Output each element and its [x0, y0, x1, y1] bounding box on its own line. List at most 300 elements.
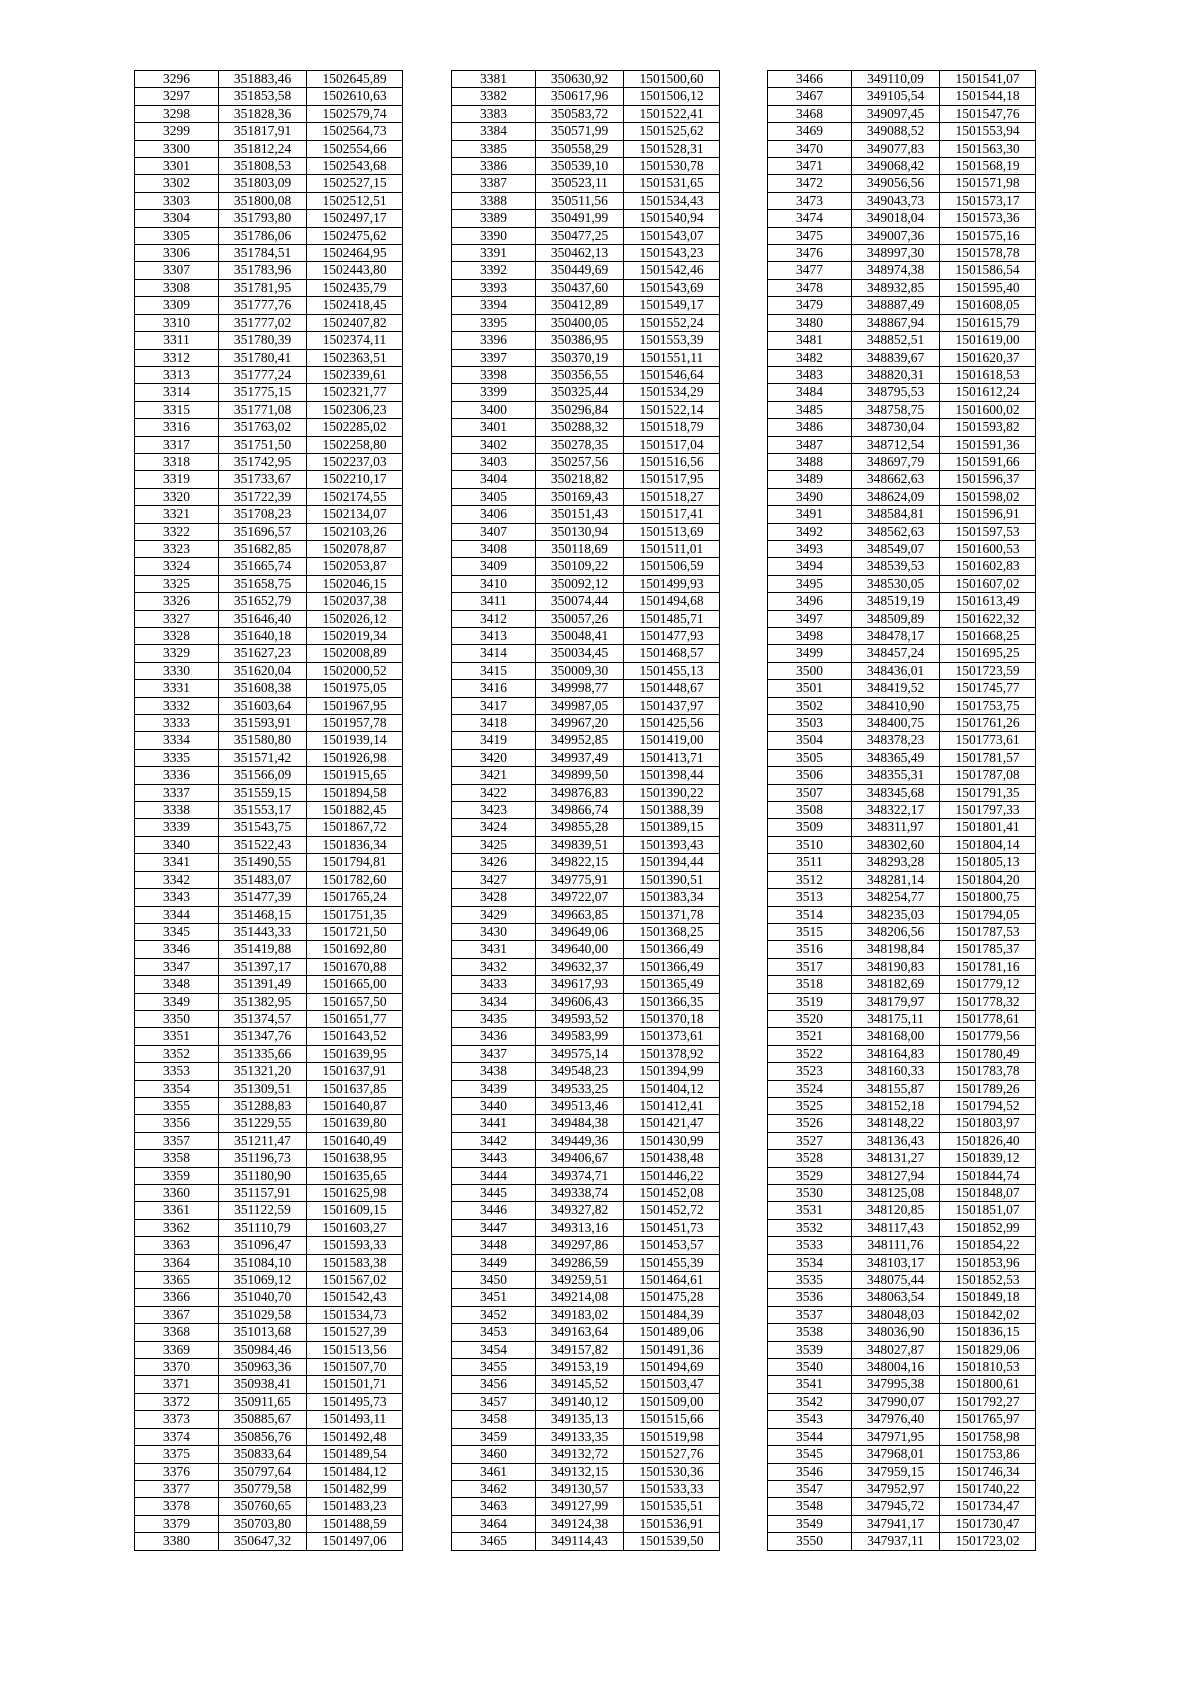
x-coordinate-cell: 348075,44 [852, 1272, 940, 1289]
point-number-cell: 3434 [452, 993, 536, 1010]
x-coordinate-cell: 350325,44 [536, 384, 624, 401]
x-coordinate-cell: 349259,51 [536, 1272, 624, 1289]
x-coordinate-cell: 349157,82 [536, 1341, 624, 1358]
table-row [768, 628, 1036, 645]
table-row [452, 1254, 720, 1271]
x-coordinate-cell: 348562,63 [852, 523, 940, 540]
table-row [135, 71, 403, 88]
table-row [768, 1010, 1036, 1027]
point-number-cell: 3422 [452, 784, 536, 801]
x-coordinate-cell: 350583,72 [536, 105, 624, 122]
point-number-cell: 3415 [452, 662, 536, 679]
x-coordinate-cell: 348120,85 [852, 1202, 940, 1219]
table-row [452, 332, 720, 349]
point-number-cell: 3482 [768, 349, 852, 366]
table-row [135, 279, 403, 296]
x-coordinate-cell: 349153,19 [536, 1359, 624, 1376]
point-number-cell: 3314 [135, 384, 219, 401]
y-coordinate-cell: 1501839,12 [940, 1150, 1036, 1167]
x-coordinate-cell: 348730,04 [852, 419, 940, 436]
y-coordinate-cell: 1501551,11 [624, 349, 720, 366]
table-row [768, 245, 1036, 262]
point-number-cell: 3430 [452, 923, 536, 940]
x-coordinate-cell: 351777,02 [219, 314, 307, 331]
table-row [135, 506, 403, 523]
point-number-cell: 3377 [135, 1480, 219, 1497]
table-row [768, 1115, 1036, 1132]
point-number-cell: 3367 [135, 1306, 219, 1323]
x-coordinate-cell: 348281,14 [852, 871, 940, 888]
table-row [135, 1202, 403, 1219]
x-coordinate-cell: 349533,25 [536, 1080, 624, 1097]
x-coordinate-cell: 350074,44 [536, 593, 624, 610]
table-row [135, 1289, 403, 1306]
table-row [768, 1237, 1036, 1254]
x-coordinate-cell: 350057,26 [536, 610, 624, 627]
y-coordinate-cell: 1501625,98 [307, 1185, 403, 1202]
x-coordinate-cell: 351853,58 [219, 88, 307, 105]
table-row [768, 697, 1036, 714]
point-number-cell: 3326 [135, 593, 219, 610]
x-coordinate-cell: 349077,83 [852, 140, 940, 157]
table-row [452, 993, 720, 1010]
y-coordinate-cell: 1501544,18 [940, 88, 1036, 105]
x-coordinate-cell: 349297,86 [536, 1237, 624, 1254]
y-coordinate-cell: 1501547,76 [940, 105, 1036, 122]
table-row [768, 854, 1036, 871]
x-coordinate-cell: 348152,18 [852, 1097, 940, 1114]
x-coordinate-cell: 348182,69 [852, 976, 940, 993]
table-row [135, 767, 403, 784]
point-number-cell: 3448 [452, 1237, 536, 1254]
point-number-cell: 3419 [452, 732, 536, 749]
y-coordinate-cell: 1501867,72 [307, 819, 403, 836]
y-coordinate-cell: 1501615,79 [940, 314, 1036, 331]
table-row [768, 279, 1036, 296]
point-number-cell: 3387 [452, 175, 536, 192]
point-number-cell: 3522 [768, 1045, 852, 1062]
y-coordinate-cell: 1501782,60 [307, 871, 403, 888]
point-number-cell: 3519 [768, 993, 852, 1010]
table-row [452, 697, 720, 714]
point-number-cell: 3300 [135, 140, 219, 157]
x-coordinate-cell: 348662,63 [852, 471, 940, 488]
y-coordinate-cell: 1501602,83 [940, 558, 1036, 575]
y-coordinate-cell: 1501851,07 [940, 1202, 1036, 1219]
point-number-cell: 3336 [135, 767, 219, 784]
point-number-cell: 3517 [768, 958, 852, 975]
x-coordinate-cell: 351777,76 [219, 297, 307, 314]
table-row [768, 419, 1036, 436]
point-number-cell: 3323 [135, 540, 219, 557]
table-row [452, 88, 720, 105]
point-number-cell: 3425 [452, 836, 536, 853]
x-coordinate-cell: 348345,68 [852, 784, 940, 801]
point-number-cell: 3408 [452, 540, 536, 557]
table-row [452, 349, 720, 366]
y-coordinate-cell: 1501542,46 [624, 262, 720, 279]
x-coordinate-cell: 348519,19 [852, 593, 940, 610]
table-row [768, 401, 1036, 418]
x-coordinate-cell: 351084,10 [219, 1254, 307, 1271]
x-coordinate-cell: 347945,72 [852, 1498, 940, 1515]
y-coordinate-cell: 1501484,12 [307, 1463, 403, 1480]
table-row [135, 662, 403, 679]
y-coordinate-cell: 1501797,33 [940, 802, 1036, 819]
x-coordinate-cell: 348036,90 [852, 1324, 940, 1341]
x-coordinate-cell: 351566,09 [219, 767, 307, 784]
point-number-cell: 3342 [135, 871, 219, 888]
x-coordinate-cell: 348457,24 [852, 645, 940, 662]
point-number-cell: 3466 [768, 71, 852, 88]
table-row [135, 1306, 403, 1323]
x-coordinate-cell: 348867,94 [852, 314, 940, 331]
point-number-cell: 3488 [768, 453, 852, 470]
y-coordinate-cell: 1501365,49 [624, 976, 720, 993]
x-coordinate-cell: 350048,41 [536, 628, 624, 645]
x-coordinate-cell: 349866,74 [536, 802, 624, 819]
x-coordinate-cell: 350571,99 [536, 123, 624, 140]
y-coordinate-cell: 1501810,53 [940, 1359, 1036, 1376]
point-number-cell: 3331 [135, 680, 219, 697]
table-row [452, 175, 720, 192]
x-coordinate-cell: 350617,96 [536, 88, 624, 105]
table-row [135, 680, 403, 697]
y-coordinate-cell: 1501894,58 [307, 784, 403, 801]
y-coordinate-cell: 1501753,86 [940, 1446, 1036, 1463]
table-row [135, 697, 403, 714]
x-coordinate-cell: 351110,79 [219, 1219, 307, 1236]
point-number-cell: 3429 [452, 906, 536, 923]
y-coordinate-cell: 1501513,56 [307, 1341, 403, 1358]
table-row [768, 262, 1036, 279]
x-coordinate-cell: 351321,20 [219, 1063, 307, 1080]
point-number-cell: 3329 [135, 645, 219, 662]
x-coordinate-cell: 349338,74 [536, 1185, 624, 1202]
x-coordinate-cell: 349145,52 [536, 1376, 624, 1393]
y-coordinate-cell: 1501388,39 [624, 802, 720, 819]
table-row [452, 1202, 720, 1219]
table-row [452, 1115, 720, 1132]
table-row [452, 1185, 720, 1202]
table-row [768, 175, 1036, 192]
x-coordinate-cell: 351780,39 [219, 332, 307, 349]
y-coordinate-cell: 1501370,18 [624, 1010, 720, 1027]
point-number-cell: 3459 [452, 1428, 536, 1445]
point-number-cell: 3444 [452, 1167, 536, 1184]
point-number-cell: 3312 [135, 349, 219, 366]
x-coordinate-cell: 348125,08 [852, 1185, 940, 1202]
x-coordinate-cell: 348997,30 [852, 245, 940, 262]
point-number-cell: 3301 [135, 158, 219, 175]
y-coordinate-cell: 1501468,57 [624, 645, 720, 662]
x-coordinate-cell: 348365,49 [852, 749, 940, 766]
point-number-cell: 3440 [452, 1097, 536, 1114]
y-coordinate-cell: 1501607,02 [940, 575, 1036, 592]
table-row [452, 1533, 720, 1550]
y-coordinate-cell: 1501497,06 [307, 1533, 403, 1550]
x-coordinate-cell: 348378,23 [852, 732, 940, 749]
y-coordinate-cell: 1502285,02 [307, 419, 403, 436]
x-coordinate-cell: 348027,87 [852, 1341, 940, 1358]
table-row [135, 1515, 403, 1532]
y-coordinate-cell: 1502000,52 [307, 662, 403, 679]
y-coordinate-cell: 1501794,81 [307, 854, 403, 871]
y-coordinate-cell: 1501404,12 [624, 1080, 720, 1097]
y-coordinate-cell: 1501455,39 [624, 1254, 720, 1271]
table-row [768, 1498, 1036, 1515]
point-number-cell: 3426 [452, 854, 536, 871]
point-number-cell: 3464 [452, 1515, 536, 1532]
table-row [452, 1359, 720, 1376]
point-number-cell: 3372 [135, 1393, 219, 1410]
point-number-cell: 3506 [768, 767, 852, 784]
table-row [135, 802, 403, 819]
x-coordinate-cell: 349606,43 [536, 993, 624, 1010]
x-coordinate-cell: 348164,83 [852, 1045, 940, 1062]
table-row [135, 1185, 403, 1202]
y-coordinate-cell: 1501596,37 [940, 471, 1036, 488]
x-coordinate-cell: 350833,64 [219, 1446, 307, 1463]
table-row [768, 506, 1036, 523]
table-row [135, 88, 403, 105]
point-number-cell: 3550 [768, 1533, 852, 1550]
y-coordinate-cell: 1501493,11 [307, 1411, 403, 1428]
table-row [135, 540, 403, 557]
x-coordinate-cell: 351347,76 [219, 1028, 307, 1045]
y-coordinate-cell: 1501665,00 [307, 976, 403, 993]
table-row [452, 384, 720, 401]
x-coordinate-cell: 351777,24 [219, 366, 307, 383]
y-coordinate-cell: 1501657,50 [307, 993, 403, 1010]
y-coordinate-cell: 1501389,15 [624, 819, 720, 836]
y-coordinate-cell: 1501519,98 [624, 1428, 720, 1445]
y-coordinate-cell: 1501518,27 [624, 488, 720, 505]
x-coordinate-cell: 349114,43 [536, 1533, 624, 1550]
point-number-cell: 3321 [135, 506, 219, 523]
x-coordinate-cell: 347971,95 [852, 1428, 940, 1445]
point-number-cell: 3298 [135, 105, 219, 122]
x-coordinate-cell: 349967,20 [536, 715, 624, 732]
table-row [452, 715, 720, 732]
x-coordinate-cell: 349313,16 [536, 1219, 624, 1236]
point-number-cell: 3353 [135, 1063, 219, 1080]
point-number-cell: 3417 [452, 697, 536, 714]
x-coordinate-cell: 349007,36 [852, 227, 940, 244]
point-number-cell: 3490 [768, 488, 852, 505]
table-row [135, 1010, 403, 1027]
table-row [768, 941, 1036, 958]
y-coordinate-cell: 1501491,36 [624, 1341, 720, 1358]
point-number-cell: 3370 [135, 1359, 219, 1376]
x-coordinate-cell: 349068,42 [852, 158, 940, 175]
point-number-cell: 3373 [135, 1411, 219, 1428]
y-coordinate-cell: 1502258,80 [307, 436, 403, 453]
table-row [452, 784, 720, 801]
table-row [768, 210, 1036, 227]
table-row [768, 453, 1036, 470]
table-row [452, 297, 720, 314]
y-coordinate-cell: 1501500,60 [624, 71, 720, 88]
y-coordinate-cell: 1501549,17 [624, 297, 720, 314]
point-number-cell: 3378 [135, 1498, 219, 1515]
table-row [135, 732, 403, 749]
x-coordinate-cell: 351812,24 [219, 140, 307, 157]
point-number-cell: 3497 [768, 610, 852, 627]
table-row [768, 732, 1036, 749]
x-coordinate-cell: 351196,73 [219, 1150, 307, 1167]
table-row [452, 680, 720, 697]
table-row [452, 767, 720, 784]
point-number-cell: 3381 [452, 71, 536, 88]
point-number-cell: 3303 [135, 192, 219, 209]
point-number-cell: 3309 [135, 297, 219, 314]
table-row [452, 958, 720, 975]
y-coordinate-cell: 1501368,25 [624, 923, 720, 940]
point-number-cell: 3297 [135, 88, 219, 105]
x-coordinate-cell: 348302,60 [852, 836, 940, 853]
point-number-cell: 3520 [768, 1010, 852, 1027]
point-number-cell: 3346 [135, 941, 219, 958]
y-coordinate-cell: 1501640,87 [307, 1097, 403, 1114]
x-coordinate-cell: 348974,38 [852, 262, 940, 279]
x-coordinate-cell: 351477,39 [219, 889, 307, 906]
x-coordinate-cell: 351419,88 [219, 941, 307, 958]
table-row [135, 958, 403, 975]
y-coordinate-cell: 1502363,51 [307, 349, 403, 366]
table-row [768, 1254, 1036, 1271]
y-coordinate-cell: 1501791,35 [940, 784, 1036, 801]
point-number-cell: 3339 [135, 819, 219, 836]
y-coordinate-cell: 1501593,82 [940, 419, 1036, 436]
x-coordinate-cell: 349110,09 [852, 71, 940, 88]
x-coordinate-cell: 350911,65 [219, 1393, 307, 1410]
x-coordinate-cell: 351543,75 [219, 819, 307, 836]
y-coordinate-cell: 1501765,97 [940, 1411, 1036, 1428]
point-number-cell: 3347 [135, 958, 219, 975]
table-row [768, 436, 1036, 453]
y-coordinate-cell: 1501522,41 [624, 105, 720, 122]
y-coordinate-cell: 1502464,95 [307, 245, 403, 262]
table-row [768, 1132, 1036, 1149]
table-row [135, 993, 403, 1010]
point-number-cell: 3536 [768, 1289, 852, 1306]
point-number-cell: 3499 [768, 645, 852, 662]
x-coordinate-cell: 349183,02 [536, 1306, 624, 1323]
table-row [452, 941, 720, 958]
y-coordinate-cell: 1501437,97 [624, 697, 720, 714]
point-number-cell: 3534 [768, 1254, 852, 1271]
x-coordinate-cell: 350462,13 [536, 245, 624, 262]
x-coordinate-cell: 351620,04 [219, 662, 307, 679]
x-coordinate-cell: 347937,11 [852, 1533, 940, 1550]
table-row [135, 1219, 403, 1236]
table-row [768, 1045, 1036, 1062]
y-coordinate-cell: 1502339,61 [307, 366, 403, 383]
y-coordinate-cell: 1501499,93 [624, 575, 720, 592]
table-row [768, 384, 1036, 401]
y-coordinate-cell: 1501446,22 [624, 1167, 720, 1184]
table-row [452, 192, 720, 209]
table-row [135, 941, 403, 958]
table-row [768, 1376, 1036, 1393]
table-row [135, 1237, 403, 1254]
table-row [452, 1376, 720, 1393]
y-coordinate-cell: 1501785,37 [940, 941, 1036, 958]
table-row [452, 732, 720, 749]
point-number-cell: 3338 [135, 802, 219, 819]
y-coordinate-cell: 1501600,02 [940, 401, 1036, 418]
y-coordinate-cell: 1501543,07 [624, 227, 720, 244]
table-row [452, 976, 720, 993]
y-coordinate-cell: 1501373,61 [624, 1028, 720, 1045]
y-coordinate-cell: 1501530,78 [624, 158, 720, 175]
point-number-cell: 3505 [768, 749, 852, 766]
x-coordinate-cell: 350288,32 [536, 419, 624, 436]
x-coordinate-cell: 350412,89 [536, 297, 624, 314]
x-coordinate-cell: 350218,82 [536, 471, 624, 488]
y-coordinate-cell: 1501539,50 [624, 1533, 720, 1550]
table-row [452, 645, 720, 662]
x-coordinate-cell: 351784,51 [219, 245, 307, 262]
x-coordinate-cell: 348758,75 [852, 401, 940, 418]
y-coordinate-cell: 1501484,39 [624, 1306, 720, 1323]
point-number-cell: 3530 [768, 1185, 852, 1202]
y-coordinate-cell: 1501591,66 [940, 453, 1036, 470]
table-row [135, 854, 403, 871]
table-row [768, 923, 1036, 940]
table-row [452, 1498, 720, 1515]
table-row [452, 662, 720, 679]
y-coordinate-cell: 1501723,59 [940, 662, 1036, 679]
point-number-cell: 3501 [768, 680, 852, 697]
y-coordinate-cell: 1501746,34 [940, 1463, 1036, 1480]
point-number-cell: 3491 [768, 506, 852, 523]
point-number-cell: 3335 [135, 749, 219, 766]
x-coordinate-cell: 348436,01 [852, 662, 940, 679]
table-row [452, 558, 720, 575]
x-coordinate-cell: 348235,03 [852, 906, 940, 923]
x-coordinate-cell: 351883,46 [219, 71, 307, 88]
table-row [135, 401, 403, 418]
y-coordinate-cell: 1501541,07 [940, 71, 1036, 88]
table-row [768, 140, 1036, 157]
x-coordinate-cell: 350356,55 [536, 366, 624, 383]
y-coordinate-cell: 1501543,23 [624, 245, 720, 262]
y-coordinate-cell: 1501618,53 [940, 366, 1036, 383]
point-number-cell: 3308 [135, 279, 219, 296]
y-coordinate-cell: 1501598,02 [940, 488, 1036, 505]
x-coordinate-cell: 351793,80 [219, 210, 307, 227]
x-coordinate-cell: 350630,92 [536, 71, 624, 88]
table-row [135, 488, 403, 505]
y-coordinate-cell: 1501513,69 [624, 523, 720, 540]
point-number-cell: 3472 [768, 175, 852, 192]
y-coordinate-cell: 1502008,89 [307, 645, 403, 662]
y-coordinate-cell: 1502554,66 [307, 140, 403, 157]
x-coordinate-cell: 348478,17 [852, 628, 940, 645]
table-row [768, 1097, 1036, 1114]
y-coordinate-cell: 1502210,17 [307, 471, 403, 488]
y-coordinate-cell: 1501789,26 [940, 1080, 1036, 1097]
point-number-cell: 3467 [768, 88, 852, 105]
y-coordinate-cell: 1502579,74 [307, 105, 403, 122]
point-number-cell: 3396 [452, 332, 536, 349]
table-row [135, 384, 403, 401]
point-number-cell: 3369 [135, 1341, 219, 1358]
x-coordinate-cell: 350491,99 [536, 210, 624, 227]
table-row [768, 767, 1036, 784]
